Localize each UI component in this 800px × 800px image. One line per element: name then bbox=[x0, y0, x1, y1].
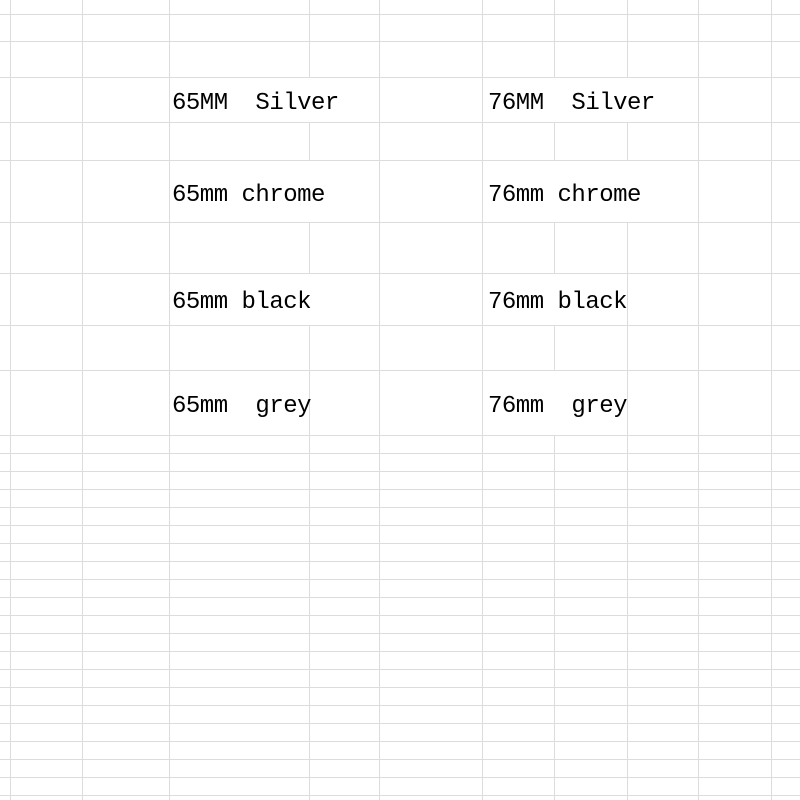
cell-65mm-chrome[interactable]: 65mm chrome bbox=[172, 182, 325, 209]
cell-65mm-grey[interactable]: 65mm grey bbox=[172, 393, 312, 420]
cell-65mm-black[interactable]: 65mm black bbox=[172, 289, 312, 316]
cell-76mm-black[interactable]: 76mm black bbox=[488, 289, 628, 316]
cell-65mm-silver[interactable]: 65MM Silver bbox=[172, 90, 339, 117]
cell-76mm-grey[interactable]: 76mm grey bbox=[488, 393, 628, 420]
cell-76mm-silver[interactable]: 76MM Silver bbox=[488, 90, 655, 117]
cell-76mm-chrome[interactable]: 76mm chrome bbox=[488, 182, 641, 209]
